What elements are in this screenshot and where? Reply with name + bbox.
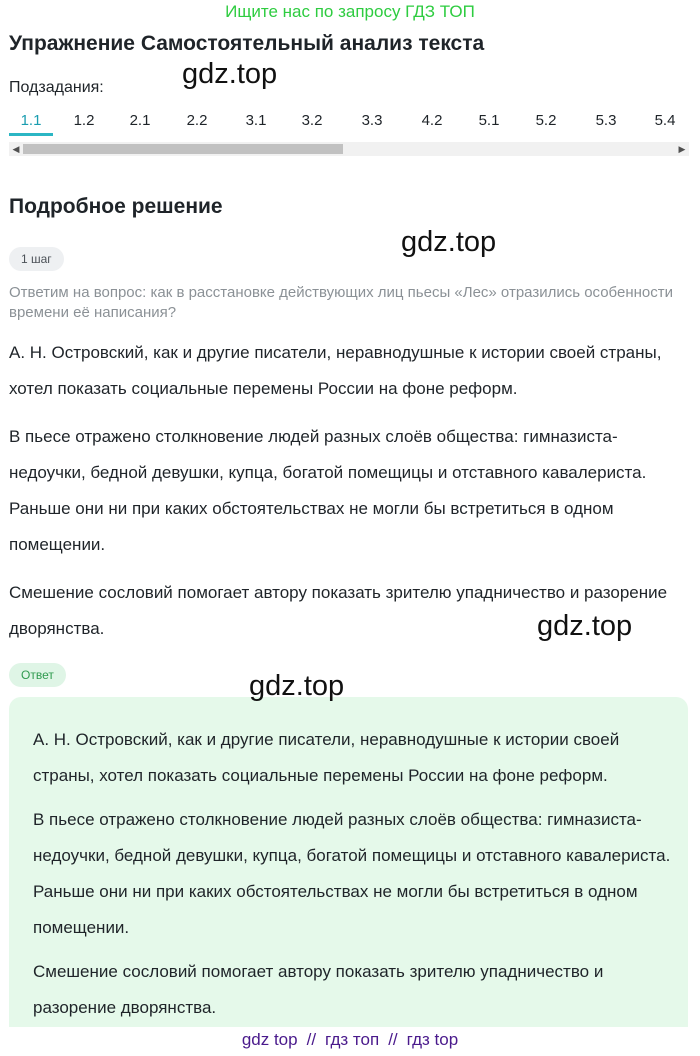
answer-paragraph: Смешение сословий помогает автору показать зрителю упадничество и разорение дворянства.: [33, 962, 604, 1017]
tab-1-2[interactable]: 1.2: [73, 112, 95, 129]
tab-3-3[interactable]: 3.3: [361, 112, 383, 129]
solution-paragraph: Смешение сословий помогает автору показать зрителю упадничество и разорение дворянства.: [9, 583, 668, 638]
watermark: gdz.top: [401, 226, 497, 258]
footer-separator: //: [388, 1030, 398, 1049]
scrollbar-thumb[interactable]: [23, 144, 343, 154]
tab-5-1[interactable]: 5.1: [478, 112, 500, 129]
triangle-left-icon[interactable]: ◀: [12, 144, 20, 154]
tabs-scrollbar[interactable]: [9, 142, 689, 156]
tab-3-1[interactable]: 3.1: [245, 112, 267, 129]
tab-5-2[interactable]: 5.2: [535, 112, 557, 129]
answer-body: [33, 722, 673, 1034]
subtasks-label: Подзадания:: [9, 79, 104, 96]
answer-paragraph: А. Н. Островский, как и другие писатели, неравнодушные к истории своей страны, хотел показать социальные перемены России на фоне реформ.: [33, 730, 620, 785]
tab-5-3[interactable]: 5.3: [595, 112, 617, 129]
tab-3-2[interactable]: 3.2: [301, 112, 323, 129]
step-badge: 1 шаг: [9, 247, 64, 271]
solution-paragraph: В пьесе отражено столкновение людей разных слоёв общества: гимназиста-недоучки, бедной девушки, купца, богатой помещицы и отставного кавалериста. Раньше они ни при каких обстоятельствах не могли бы встретиться в одном помещении.: [9, 427, 647, 554]
search-banner[interactable]: Ищите нас по запросу ГДЗ ТОП: [225, 2, 475, 21]
answer-badge: Ответ: [9, 663, 66, 687]
question-text: Ответим на вопрос: как в расстановке действующих лиц пьесы «Лес» отразились особенности времени её написания?: [9, 284, 673, 321]
answer-paragraph: В пьесе отражено столкновение людей разных слоёв общества: гимназиста-недоучки, бедной девушки, купца, богатой помещицы и отставного кавалериста. Раньше они ни при каких обстоятельствах не могли бы встретиться в одном помещении.: [33, 810, 671, 937]
subtask-tabs: [9, 106, 689, 136]
footer-link[interactable]: gdz top: [241, 1030, 298, 1049]
tab-2-2[interactable]: 2.2: [186, 112, 208, 129]
tab-5-4[interactable]: 5.4: [654, 112, 676, 129]
tab-2-1[interactable]: 2.1: [129, 112, 151, 129]
active-tab-indicator: [9, 133, 53, 136]
watermark: gdz.top: [249, 670, 345, 702]
footer-separator: //: [306, 1030, 317, 1049]
solution-title: Подробное решение: [9, 195, 223, 218]
watermark: gdz.top: [537, 610, 633, 642]
tab-4-2[interactable]: 4.2: [421, 112, 443, 129]
footer-link[interactable]: гдз топ: [325, 1030, 380, 1049]
exercise-title: Упражнение Самостоятельный анализ текста: [9, 32, 485, 55]
footer-links: [0, 1030, 700, 1050]
footer-link[interactable]: гдз top: [406, 1030, 459, 1049]
watermark: gdz.top: [182, 58, 278, 90]
triangle-right-icon[interactable]: ▶: [678, 144, 686, 154]
solution-paragraph: А. Н. Островский, как и другие писатели, неравнодушные к истории своей страны, хотел показать социальные перемены России на фоне реформ.: [9, 343, 662, 398]
answer-box: [9, 697, 688, 1027]
tab-1-1[interactable]: 1.1: [20, 112, 42, 129]
